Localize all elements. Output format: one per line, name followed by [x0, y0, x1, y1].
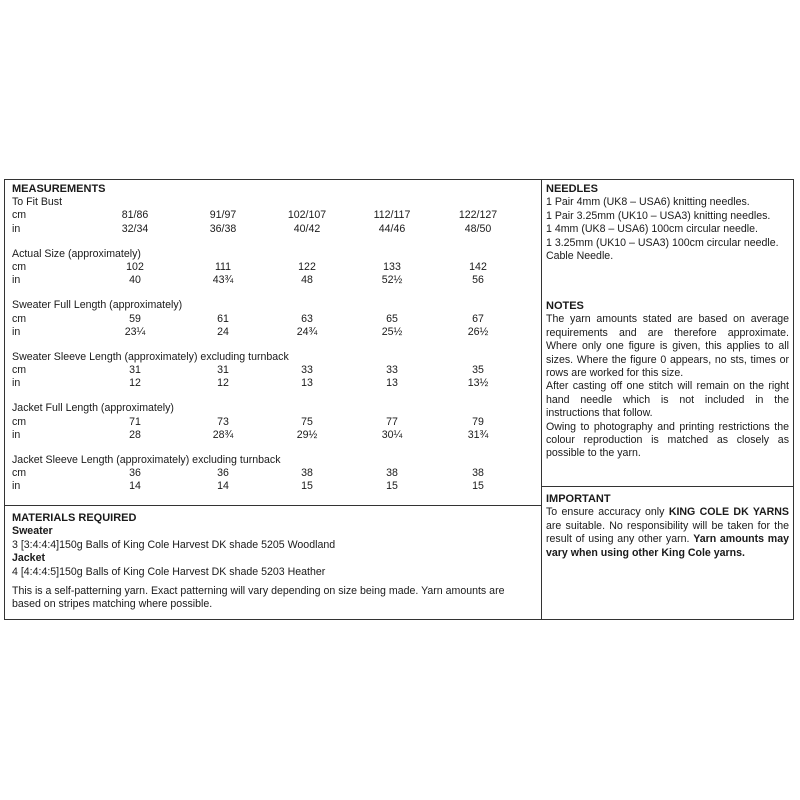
pattern-info-panel — [4, 179, 794, 620]
value-cell: 75 — [301, 415, 313, 428]
left-horizontal-divider — [5, 505, 541, 506]
important-text-c: are suitable. No responsibility will be taken for the result of using any other yarn. — [546, 519, 789, 546]
cm-row — [12, 364, 534, 377]
value-cell: 63 — [301, 312, 313, 325]
unit-cm: cm — [12, 312, 27, 325]
value-cell: 13 — [301, 377, 313, 390]
vertical-divider — [541, 180, 542, 619]
value-cell: 102 — [126, 260, 144, 273]
in-row — [12, 480, 534, 493]
important-heading: IMPORTANT — [546, 493, 611, 505]
needle-item: Cable Needle. — [546, 250, 614, 263]
important-text — [546, 506, 789, 560]
value-cell: 61 — [217, 312, 229, 325]
needle-item: 1 Pair 4mm (UK8 – USA6) knitting needles. — [546, 196, 750, 209]
value-cell: 73 — [217, 415, 229, 428]
unit-in: in — [12, 274, 21, 287]
value-cell: 48/50 — [464, 222, 492, 235]
fit-bust-cm-row — [12, 209, 534, 222]
value-cell: 56 — [472, 274, 484, 287]
needle-item: 1 Pair 3.25mm (UK10 – USA3) knitting needles. — [546, 209, 771, 222]
cm-row — [12, 416, 534, 429]
value-cell: 31 — [129, 364, 141, 377]
right-horizontal-divider — [541, 486, 794, 487]
cm-row — [12, 467, 534, 480]
value-cell: 30¼ — [381, 428, 403, 441]
group-title: Jacket Sleeve Length (approximately) excluding turnback — [12, 454, 281, 467]
jacket-label: Jacket — [12, 552, 45, 565]
measurement-group-actual-size — [12, 248, 534, 288]
fit-bust-title-row — [12, 196, 534, 209]
value-cell: 24¾ — [296, 325, 318, 338]
value-cell: 24 — [217, 325, 229, 338]
value-cell: 133 — [383, 260, 401, 273]
important-brand: KING COLE DK YARNS — [668, 506, 789, 519]
important-text-a: To ensure accuracy only — [546, 506, 669, 519]
important-section — [546, 493, 789, 560]
fit-bust-label: To Fit Bust — [12, 196, 63, 209]
in-row — [12, 274, 534, 287]
value-cell: 14 — [129, 480, 141, 493]
value-cell: 77 — [386, 415, 398, 428]
value-cell: 40/42 — [293, 222, 321, 235]
value-cell: 102/107 — [287, 209, 327, 222]
unit-cm: cm — [12, 415, 27, 428]
value-cell: 111 — [214, 260, 232, 273]
notes-section — [546, 300, 789, 461]
value-cell: 29½ — [296, 428, 318, 441]
value-cell: 13½ — [467, 377, 489, 390]
measurements-section — [12, 183, 534, 494]
value-cell: 44/46 — [378, 222, 406, 235]
value-cell: 13 — [386, 377, 398, 390]
value-cell: 36 — [217, 467, 229, 480]
value-cell: 43¾ — [212, 274, 234, 287]
value-cell: 36 — [129, 467, 141, 480]
value-cell: 12 — [129, 377, 141, 390]
materials-heading: MATERIALS REQUIRED — [12, 512, 137, 524]
unit-in: in — [12, 325, 21, 338]
value-cell: 14 — [217, 480, 229, 493]
jacket-yarn-text: 4 [4:4:4:5]150g Balls of King Cole Harvest DK shade 5203 Heather — [12, 565, 326, 578]
unit-in: in — [12, 428, 21, 441]
unit-in: in — [12, 377, 21, 390]
value-cell: 36/38 — [209, 222, 237, 235]
value-cell: 26½ — [467, 325, 489, 338]
value-cell: 91/97 — [209, 209, 237, 222]
value-cell: 15 — [386, 480, 398, 493]
unit-in: in — [12, 222, 21, 235]
unit-cm: cm — [12, 467, 27, 480]
value-cell: 33 — [301, 364, 313, 377]
needle-item: 1 4mm (UK8 – USA6) 100cm circular needle. — [546, 223, 758, 236]
group-title: Sweater Sleeve Length (approximately) excluding turnback — [12, 350, 289, 363]
materials-section — [12, 512, 532, 612]
in-row — [12, 377, 534, 390]
value-cell: 33 — [386, 364, 398, 377]
needles-heading: NEEDLES — [546, 183, 598, 195]
unit-cm: cm — [12, 364, 27, 377]
value-cell: 15 — [301, 480, 313, 493]
value-cell: 122/127 — [458, 209, 498, 222]
group-title: Actual Size (approximately) — [12, 247, 141, 260]
value-cell: 23¼ — [124, 325, 146, 338]
measurements-heading: MEASUREMENTS — [12, 183, 106, 195]
value-cell: 12 — [217, 377, 229, 390]
unit-in: in — [12, 480, 21, 493]
value-cell: 59 — [129, 312, 141, 325]
measurement-group-jacket-length — [12, 402, 534, 442]
cm-row — [12, 313, 534, 326]
materials-note: This is a self-patterning yarn. Exact patterning will vary depending on size being made. Yarn amounts are based on stripes matching where possible. — [12, 585, 505, 611]
unit-cm: cm — [12, 260, 27, 273]
value-cell: 25½ — [381, 325, 403, 338]
value-cell: 38 — [301, 467, 313, 480]
needle-item: 1 3.25mm (UK10 – USA3) 100cm circular needle. — [546, 236, 779, 249]
value-cell: 122 — [298, 260, 316, 273]
value-cell: 48 — [301, 274, 313, 287]
value-cell: 81/86 — [121, 209, 149, 222]
value-cell: 52½ — [381, 274, 403, 287]
value-cell: 79 — [472, 415, 484, 428]
notes-paragraph: After casting off one stitch will remain on the right hand needle which is not included in the instructions that follow. — [546, 380, 789, 420]
value-cell: 28 — [129, 428, 141, 441]
value-cell: 38 — [386, 467, 398, 480]
unit-cm: cm — [12, 209, 27, 222]
value-cell: 112/117 — [373, 209, 411, 222]
important-warning: Yarn amounts may vary when using other King Cole yarns. — [546, 533, 789, 559]
notes-heading: NOTES — [546, 300, 584, 312]
group-title: Sweater Full Length (approximately) — [12, 299, 183, 312]
value-cell: 67 — [472, 312, 484, 325]
needles-section — [546, 183, 789, 263]
value-cell: 35 — [472, 364, 484, 377]
value-cell: 40 — [129, 274, 141, 287]
value-cell: 38 — [472, 467, 484, 480]
measurement-group-jacket-sleeve — [12, 454, 534, 494]
sweater-label: Sweater — [12, 525, 53, 538]
value-cell: 15 — [472, 480, 484, 493]
value-cell: 65 — [386, 312, 398, 325]
cm-row — [12, 261, 534, 274]
measurement-group-sweater-length — [12, 299, 534, 339]
notes-paragraph: Owing to photography and printing restrictions the colour reproduction is matched as closely as possible to the yarn. — [546, 420, 789, 460]
group-title: Jacket Full Length (approximately) — [12, 402, 174, 415]
value-cell: 142 — [469, 260, 487, 273]
value-cell: 28¾ — [212, 428, 234, 441]
value-cell: 31 — [217, 364, 229, 377]
value-cell: 31¾ — [467, 428, 489, 441]
in-row — [12, 429, 534, 442]
measurement-group-sweater-sleeve — [12, 351, 534, 391]
value-cell: 71 — [129, 415, 141, 428]
fit-bust-in-row — [12, 223, 534, 236]
sweater-yarn-text: 3 [3:4:4:4]150g Balls of King Cole Harvest DK shade 5205 Woodland — [12, 538, 336, 551]
in-row — [12, 326, 534, 339]
value-cell: 32/34 — [121, 222, 149, 235]
notes-paragraph: The yarn amounts stated are based on average requirements and are therefore approximate. Where only one figure is given, this applies to all sizes. Where the figure 0 appears, no sts, times or rows are worked for this size. — [546, 313, 789, 380]
